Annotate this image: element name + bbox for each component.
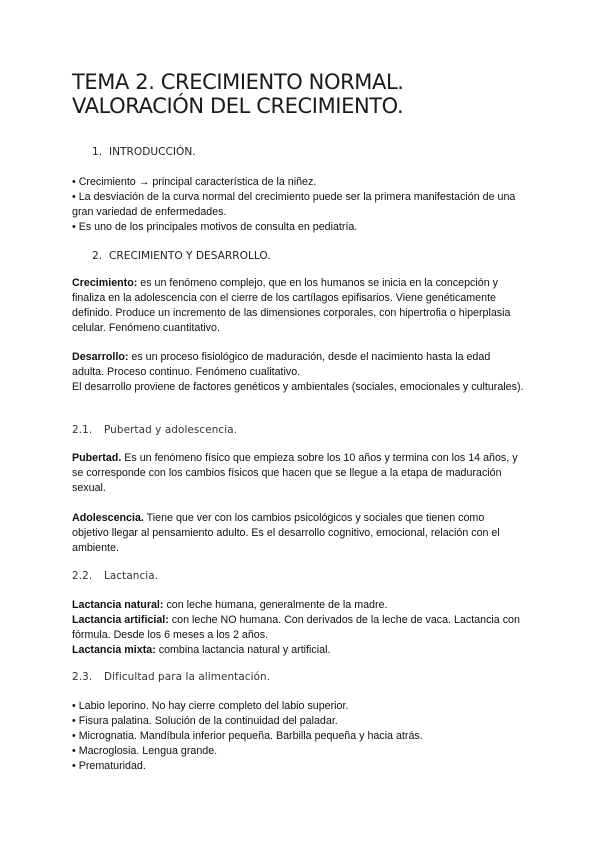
definition-adolescencia: Tiene que ver con los cambios psicológicos y sociales que tienen como objetivo llegar al pensamiento adulto. Es el desarrollo cognitivo, emocional, relación con el ambiente. <box>72 512 500 554</box>
term-adolescencia: Adolescencia. <box>72 512 144 524</box>
list-item: • Labio leporino. No hay cierre completo del labio superior. <box>72 700 349 712</box>
adolescencia-paragraph <box>72 511 524 556</box>
definition-desarrollo: es un proceso fisiológico de maduración, desde el nacimiento hasta la edad adulta. Proceso continuo. Fenómeno cualitativo. <box>72 351 491 378</box>
title-line-1: TEMA 2. CRECIMIENTO NORMAL. <box>72 70 404 94</box>
title-line-2: VALORACIÓN DEL CRECIMIENTO. <box>72 94 404 118</box>
section-number: 1. <box>92 146 103 158</box>
term-lactancia-mixta: Lactancia mixta: <box>72 644 156 656</box>
subsection-heading-pubertad <box>72 424 237 436</box>
list-item: • Macroglosia. Lengua grande. <box>72 745 218 757</box>
list-item: • Fisura palatina. Solución de la continuidad del paladar. <box>72 715 338 727</box>
term-pubertad: Pubertad. <box>72 452 122 464</box>
subsection-number: 2.3. <box>72 671 93 683</box>
page-title <box>72 70 572 118</box>
section-number: 2. <box>92 250 103 262</box>
section-heading-crecimiento-desarrollo <box>92 250 271 262</box>
term-lactancia-artificial: Lactancia artificial: <box>72 614 169 626</box>
list-item: • Es uno de los principales motivos de consulta en pediatría. <box>72 221 358 233</box>
definition-pubertad: Es un fenómeno físico que empieza sobre los 10 años y termina con los 14 años, y se corresponde con los cambios físicos que hacen que se llegue a la etapa de maduración sexual. <box>72 452 518 494</box>
subsection-title: Pubertad y adolescencia. <box>104 424 238 436</box>
section-heading-introduccion <box>92 146 196 158</box>
list-item: • Prematuridad. <box>72 760 146 772</box>
desarrollo-extra: El desarrollo proviene de factores genéticos y ambientales (sociales, emocionales y culturales). <box>72 381 524 393</box>
subsection-number: 2.2. <box>72 570 93 582</box>
definition-lactancia-natural: con leche humana, generalmente de la madre. <box>163 599 388 611</box>
dificultad-bullets <box>72 699 524 774</box>
term-desarrollo: Desarrollo: <box>72 351 129 363</box>
definition-crecimiento: es un fenómeno complejo, que en los humanos se inicia en la concepción y finaliza en la adolescencia con el cierre de los cartílagos epifisarios. Viene genéticamente definido. Produce un incremento de las dimensiones corporales, con hipertrofia o hiperplasia celular. Fenómeno cuantitativo. <box>72 277 511 334</box>
definition-lactancia-artificial: con leche NO humana. Con derivados de la leche de vaca. Lactancia con fórmula. Desde los 6 meses a los 2 años. <box>72 614 520 641</box>
lactancia-paragraph <box>72 598 524 658</box>
term-lactancia-natural: Lactancia natural: <box>72 599 164 611</box>
definition-lactancia-mixta: combina lactancia natural y artificial. <box>155 644 331 656</box>
subsection-heading-lactancia <box>72 570 158 582</box>
section-title: INTRODUCCIÓN. <box>109 146 196 158</box>
term-crecimiento: Crecimiento: <box>72 277 138 289</box>
subsection-heading-dificultad <box>72 671 270 683</box>
desarrollo-paragraph <box>72 350 524 395</box>
subsection-title: Dificultad para la alimentación. <box>104 671 271 683</box>
list-item: • La desviación de la curva normal del crecimiento puede ser la primera manifestación de una gran variedad de enfermedades. <box>72 191 516 218</box>
intro-bullets <box>72 175 524 235</box>
section-title: CRECIMIENTO Y DESARROLLO. <box>109 250 271 262</box>
subsection-number: 2.1. <box>72 424 93 436</box>
pubertad-paragraph <box>72 451 524 496</box>
subsection-title: Lactancia. <box>104 570 159 582</box>
list-item: • Crecimiento → principal característica de la niñez. <box>72 176 317 188</box>
crecimiento-paragraph <box>72 276 524 336</box>
list-item: • Micrognatia. Mandíbula inferior pequeña. Barbilla pequeña y hacia atrás. <box>72 730 423 742</box>
